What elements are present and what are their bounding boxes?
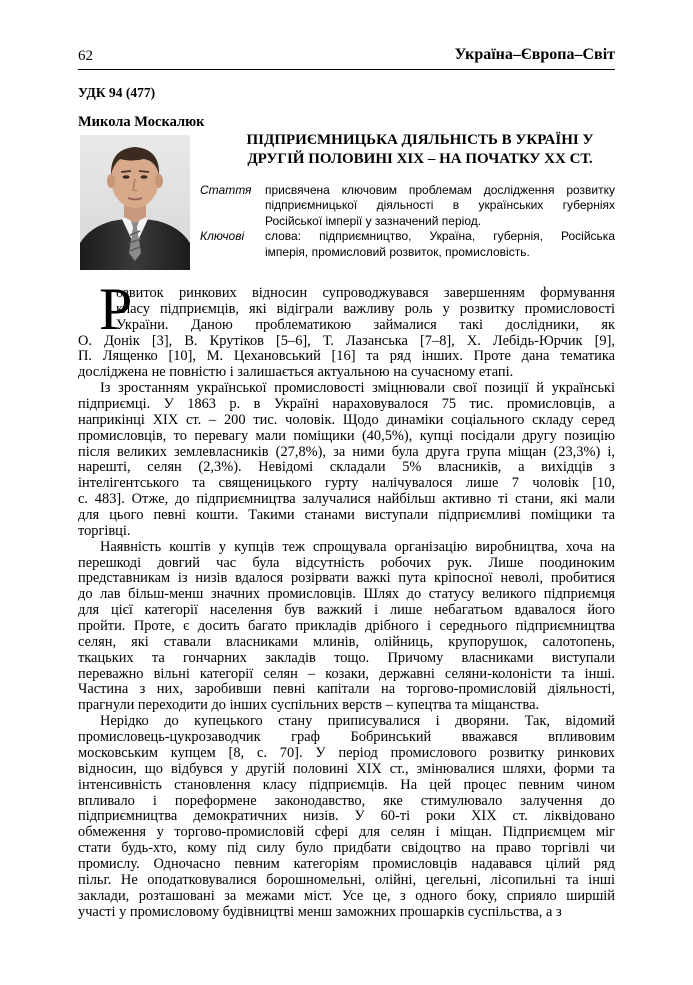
body-line: представникам із низів вдалося розірвати важкі пута кріпосної неволі, пробитися [78, 570, 615, 587]
abstract-label: Стаття [200, 183, 252, 197]
body-line: до лав більш-менш значних промисловців. Шлях до статусу великого підприємця [78, 586, 615, 603]
abstract-text: Російської імперії у зазначений період. [265, 213, 482, 228]
body-line: Наявність коштів у купців теж спрощувала організацію виробництва, хоча на [100, 538, 615, 555]
body-line: перешкоді довгий час була відсутність робочих рук. Лише поодиноким [78, 554, 615, 571]
body-line: інтелігентського та священицького гурту налічувалося лише 7 чоловік [10, [78, 475, 615, 492]
body-line: пройти. Проте, є досить багато прикладів дрібного і середнього підприємництва [78, 618, 615, 635]
body-line: нарешті, селян (2,3%). Невідомі складали 5% власників, а вихідців з [78, 459, 615, 476]
body-line: стати будь-хто, кому під силу було придбати свідоцтво на право торгівлі чи [78, 840, 615, 857]
body-line: підприємництва демократичних низів. У 60-ті роки ХІХ ст. ліквідовано [78, 808, 615, 825]
abstract-line [200, 214, 615, 229]
body-line: наприкінці ХІХ ст. – 200 тис. чоловік. Щодо динаміки соціального складу серед [78, 411, 615, 428]
body-line: промисловець-цукрозаводчик граф Бобринський вважався впливовим [78, 729, 615, 746]
drop-cap-letter: Р [99, 276, 133, 342]
body-line: для цього певні кошти. Такими станами виступали підприємливі поміщики та [78, 507, 615, 524]
body-line: московським купцем [8, с. 70]. У період промислового розвитку ринкових [78, 744, 615, 761]
body-line: підприємці. У 1863 р. в Україні нараховувалося 75 тис. промисловців, а [78, 396, 615, 413]
page-number: 62 [78, 48, 93, 64]
abstract-line [200, 198, 615, 213]
keywords-text: імперія, промисловий розвиток, промисловість. [265, 244, 530, 259]
body-line: класу підприємців, які відіграли важливу роль у розвитку промисловості [116, 300, 615, 317]
body-line: Із зростанням української промисловості зміцнювали свої позиції й українські [100, 380, 615, 397]
abstract-line [200, 183, 615, 198]
body-line: О. Донік [3], В. Крутіков [5–6], Т. Лазанська [7–8], Х. Лебідь-Юрчик [9], [78, 332, 615, 349]
body-line: пільг. Не оподатковувалися борошномельні, олійні, цегельні, лісопильні та інші [78, 871, 615, 888]
article-title [220, 131, 620, 169]
header-rule [78, 69, 615, 70]
journal-title: Україна–Європа–Світ [454, 46, 615, 63]
body-line: озвиток ринкових відносин супроводжувався завершенням формування [116, 285, 615, 301]
body-line: переважно вільні категорії селян – козаки, державні селяни-колоністи та інші. [78, 665, 615, 682]
udc-code: УДК 94 (477) [78, 85, 156, 100]
body-line: с. 483]. Отже, до підприємництва залучалися найбільш активно ті стани, які мали [78, 491, 615, 508]
abstract-block [200, 183, 615, 260]
abstract-text: підприємницької діяльності в українських губерніях [265, 198, 615, 213]
body-line: участі у промисловому будівництві менш заможних прошарків суспільства, а з [78, 903, 562, 920]
body-line: для цієї категорії населення був важкий і лише небагатьом вдавалося його [78, 602, 615, 619]
body-line: ткацьких та гончарних закладів тощо. Причому власниками виступали [78, 649, 615, 666]
body-line: інтенсивність становлення класу підприємців. На цей процес певним чином [78, 776, 615, 793]
keywords-text: слова: підприємництво, Україна, губернія, Російська [265, 229, 615, 244]
body-line: торгівці. [78, 522, 131, 539]
article-title-line: ПІДПРИЄМНИЦЬКА ДІЯЛЬНІСТЬ В УКРАЇНІ У [246, 132, 594, 148]
author-name: Микола Москалюк [78, 114, 205, 130]
body-line: селян, які ставали власниками млинів, олійниць, крупорушок, салотопень, [78, 633, 615, 650]
keywords-line [200, 229, 615, 244]
body-line: впливало і пореформене законодавство, яке стимулювало залучення до [78, 792, 615, 809]
keywords-line [200, 245, 615, 260]
body-line: Нерідко до купецького стану приписувалися і дворяни. Так, відомий [100, 713, 615, 730]
keywords-label: Ключові [200, 229, 245, 244]
article-title-line: ДРУГІЙ ПОЛОВИНІ ХІХ – НА ПОЧАТКУ ХХ СТ. [247, 151, 593, 167]
author-photo [80, 135, 190, 270]
abstract-text: присвячена ключовим проблемам дослідження розвитку [265, 183, 615, 197]
body-line: Частина з них, заробивши певні капітали на торгово-промисловій діяльності, [78, 681, 615, 698]
article-body [78, 276, 615, 920]
body-line: України. Даною проблематикою займалися такі дослідники, як [116, 316, 615, 333]
body-line: П. Лященко [10], М. Цехановський [16] та ряд інших. Проте дана тематика [78, 348, 615, 365]
body-line: прагнули переходити до інших суспільних верств – купецтва та міщанства. [78, 697, 540, 714]
body-line: після великих землевласників (27,8%), за ними була друга група міщан (23,3%) і, [78, 443, 615, 460]
body-line: досліджена не повністю і залишається актуальною на сучасному етапі. [78, 364, 514, 381]
running-header [78, 46, 615, 68]
body-line: відносин, що відбувся у другій половині ХІХ ст., змінювалися шляхи, форми та [78, 760, 615, 777]
body-line: обмеження у торгово-промисловій сфері для селян і міщан. Підприємцем міг [78, 824, 615, 841]
body-line: промисловців, то перевагу мали поміщики (40,5%), купці посідали другу позицію [78, 427, 615, 444]
author-portrait-image [80, 135, 190, 270]
body-line: промислу. Одночасно певним категоріям промисловців надавався цілий ряд [78, 855, 615, 872]
body-line: заклади, розташовані за межами міст. Усе це, з одного боку, сприяло ширшій [78, 887, 615, 904]
